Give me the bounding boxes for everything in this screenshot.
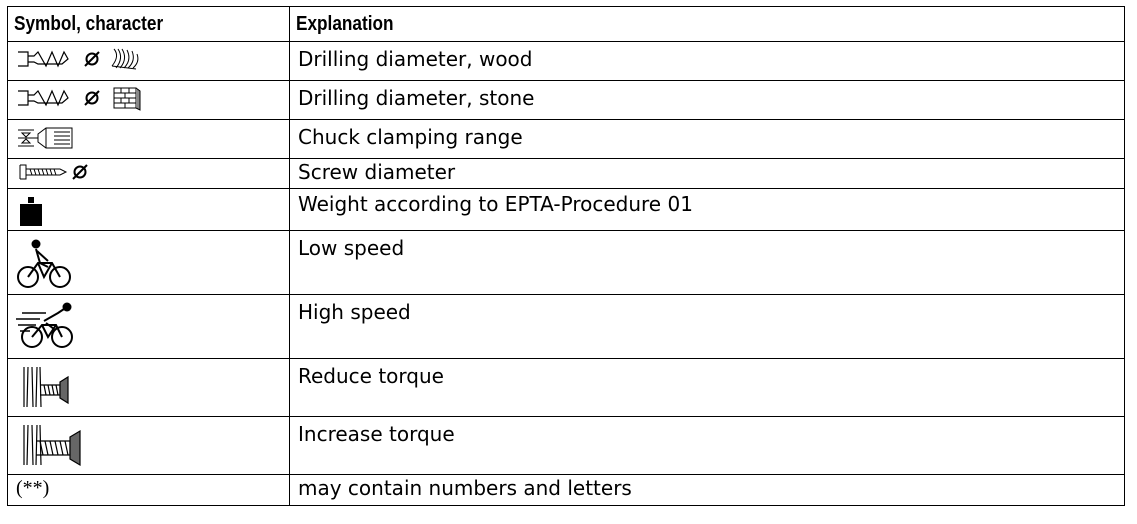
symbol-cell [8, 189, 290, 231]
table-row [8, 81, 1125, 120]
symbol-table [7, 6, 1125, 506]
explanation-cell: Drilling diameter, wood [290, 42, 1125, 81]
drill-bit-wood-icon [16, 46, 146, 72]
header-symbol: Symbol, character [8, 7, 290, 42]
explanation-cell: Screw diameter [290, 159, 1125, 189]
table-row [8, 231, 1125, 295]
header-explanation: Explanation [290, 7, 1125, 42]
cyclist-slow-icon [16, 237, 72, 289]
screw-small-torque-icon [16, 365, 76, 409]
explanation-cell: Low speed [290, 231, 1125, 295]
screw-large-torque-icon [16, 423, 86, 467]
symbol-cell [8, 81, 290, 120]
table-header-row [8, 7, 1125, 42]
explanation-cell: may contain numbers and letters [290, 475, 1125, 506]
table-row [8, 295, 1125, 359]
symbol-text: (**) [16, 477, 50, 499]
table-row [8, 475, 1125, 506]
symbol-cell [8, 359, 290, 417]
symbol-cell [8, 417, 290, 475]
table-row [8, 42, 1125, 81]
explanation-cell: Drilling diameter, stone [290, 81, 1125, 120]
table-row [8, 417, 1125, 475]
explanation-cell: Increase torque [290, 417, 1125, 475]
chuck-clamping-icon [16, 124, 86, 152]
table-row [8, 159, 1125, 189]
table-row [8, 359, 1125, 417]
symbol-cell [8, 120, 290, 159]
symbol-cell [8, 295, 290, 359]
weight-icon [16, 195, 48, 227]
symbol-cell [8, 159, 290, 189]
table-row [8, 120, 1125, 159]
cyclist-fast-icon [16, 301, 78, 351]
explanation-cell: High speed [290, 295, 1125, 359]
explanation-cell: Chuck clamping range [290, 120, 1125, 159]
symbol-cell [8, 475, 290, 506]
explanation-cell: Weight according to EPTA-Procedure 01 [290, 189, 1125, 231]
symbol-cell [8, 42, 290, 81]
screw-diameter-icon [16, 161, 96, 183]
symbol-cell [8, 231, 290, 295]
table-row [8, 189, 1125, 231]
explanation-cell: Reduce torque [290, 359, 1125, 417]
drill-bit-stone-icon [16, 85, 146, 111]
